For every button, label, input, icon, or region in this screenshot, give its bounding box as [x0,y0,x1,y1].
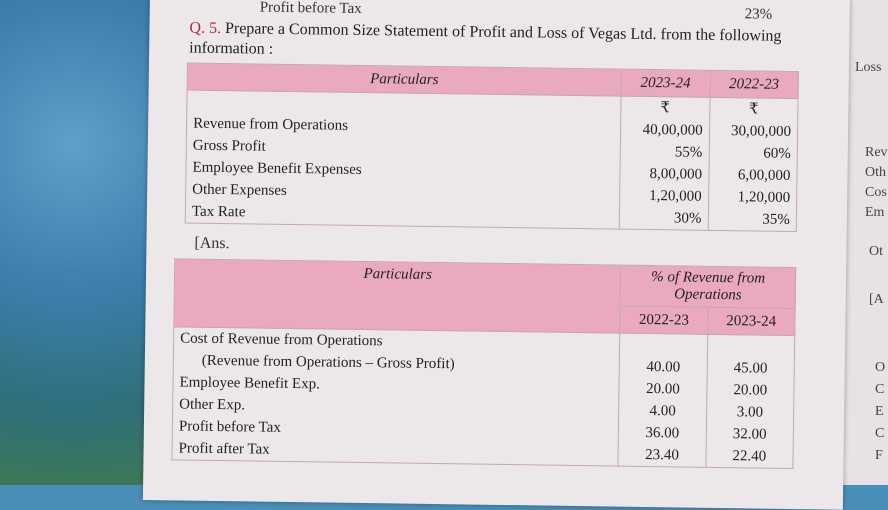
row-label: Tax Rate [191,203,246,221]
cell-value: 20.00 [645,380,680,398]
cell-value: 3.00 [736,404,764,421]
values-2023-24-column [706,334,795,468]
question-text: Prepare a Common Size Statement of Profit and Loss of Vegas Ltd. from the following information : [189,20,782,58]
row-label: Gross Profit [192,137,266,155]
table-body-row [185,90,798,232]
cell-value [626,334,701,357]
row-label: Other Exp. [179,396,246,414]
cell-value: 45.00 [733,360,768,377]
cell-value: 30,00,000 [730,123,792,140]
answer-label: [Ans. [194,234,230,253]
given-data-table [185,63,799,233]
values-2022-23-column [618,333,707,467]
right-fragment: C [875,426,885,441]
cell-value: 36.00 [645,424,680,442]
right-fragment: Em [865,205,885,220]
cell-value: 55% [674,144,703,161]
cell-value: 1,20,000 [737,189,791,206]
header-year-2023-24: 2023-24 [621,69,710,97]
cell-value [714,335,789,358]
row-label: (Revenue from Operations – Gross Profit) [201,352,455,373]
values-2023-24-column [619,96,709,230]
top-fragment-pct: 23% [744,6,773,23]
currency-symbol: ₹ [660,100,671,117]
right-fragment: Oth [865,165,886,180]
right-fragment: [A [869,292,884,307]
right-fragment: F [875,448,883,463]
right-fragment: Ot [869,244,883,259]
currency-symbol: ₹ [748,101,759,118]
right-fragment: Loss [855,60,882,75]
row-label: Employee Benefit Exp. [179,374,321,393]
table-header-row [174,259,796,309]
particulars-column [185,90,621,229]
table-body-row [172,327,795,469]
particulars-column [172,327,620,466]
values-2022-23-column [708,97,798,231]
row-label: Other Expenses [192,181,287,199]
cell-value: 1,20,000 [649,187,702,205]
header-year-2022-23: 2022-23 [710,70,799,98]
row-label: Profit after Tax [178,440,270,458]
cell-value: 32.00 [732,426,767,443]
cell-value: 40,00,000 [642,121,703,139]
question-title [189,19,829,68]
right-fragment: Cos [865,185,887,200]
cell-value: 8,00,000 [649,165,703,183]
row-label: Employee Benefit Expenses [192,159,362,178]
cell-value: 20.00 [733,382,768,399]
cell-value: 6,00,000 [737,167,791,184]
cell-value: 60% [763,145,791,162]
right-fragment: C [875,382,885,397]
header-particulars: Particulars [174,259,621,333]
row-label: Profit before Tax [178,418,281,436]
answer-table [171,258,796,469]
header-percent-of-revenue: % of Revenue from Operations [620,265,795,308]
cell-value: 4.00 [649,403,676,420]
right-fragment: O [875,360,886,375]
right-fragment: Rev [865,145,888,160]
cell-value: 30% [673,210,702,227]
header-year-2023-24: 2023-24 [707,307,795,335]
top-fragment: Profit before Tax [259,0,362,17]
cell-value: 22.40 [732,448,767,465]
cell-value: 23.40 [645,446,680,464]
question-number: Q. 5. [189,19,222,37]
header-year-2022-23: 2022-23 [620,306,708,334]
row-label: Cost of Revenue from Operations [180,330,383,350]
cell-value: 35% [762,211,790,228]
row-label: Revenue from Operations [193,115,349,134]
cell-value: 40.00 [646,358,681,376]
right-fragment: E [875,404,884,419]
book-page [143,0,850,510]
header-particulars: Particulars [187,63,621,96]
